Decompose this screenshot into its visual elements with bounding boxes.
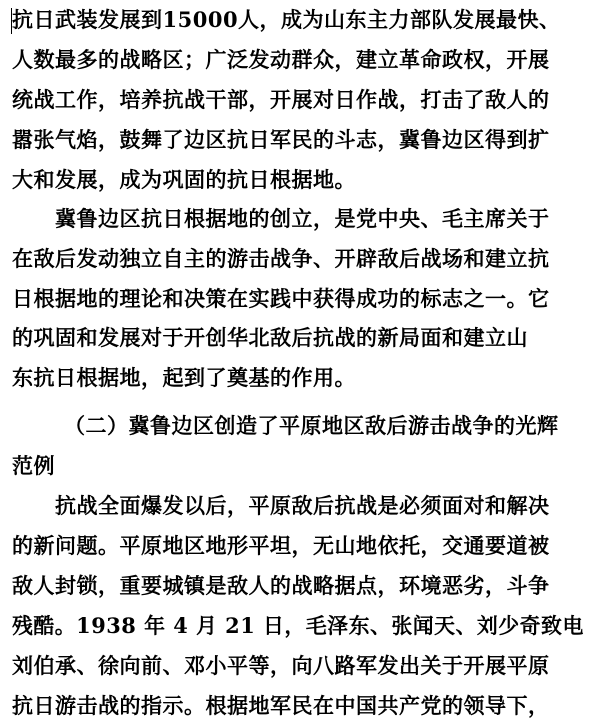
paragraph-3-line-3: 敌人封锁，重要城镇是敌人的战略据点，环境恶劣，斗争 [12, 573, 550, 598]
paragraph-3-line-1: 抗战全面爆发以后，平原敌后抗战是必须面对和解决 [55, 493, 550, 518]
paragraph-3-line-6: 抗日游击战的指示。根据地军民在中国共产党的领导下， [12, 693, 550, 718]
paragraph-1-line-5: 大和发展，成为巩固的抗日根据地。 [12, 167, 356, 192]
paragraph-1-line-1: 抗日武装发展到15000人，成为山东主力部队发展最快、 [12, 7, 561, 32]
paragraph-2-line-5: 东抗日根据地，起到了奠基的作用。 [12, 365, 356, 390]
paragraph-2-line-3: 日根据地的理论和决策在实践中获得成功的标志之一。它 [12, 286, 550, 311]
paragraph-3-line-4: 残酷。1938 年 4 月 21 日，毛泽东、张闻天、刘少奇致电 [12, 613, 584, 638]
paragraph-2-line-4: 的巩固和发展对于开创华北敌后抗战的新局面和建立山 [12, 325, 528, 350]
paragraph-3-line-2: 的新问题。平原地区地形平坦，无山地依托，交通要道被 [12, 533, 550, 558]
paragraph-3-line-5: 刘伯承、徐向前、邓小平等，向八路军发出关于开展平原 [12, 653, 550, 678]
section-heading: （二）冀鲁边区创造了平原地区敌后游击战争的光辉 [64, 413, 559, 438]
section-heading-continued: 范例 [12, 453, 55, 478]
paragraph-1-line-2: 人数最多的战略区；广泛发动群众，建立革命政权，开展 [12, 47, 550, 72]
paragraph-2-line-2: 在敌后发动独立自主的游击战争、开辟敌后战场和建立抗 [12, 246, 550, 271]
paragraph-1-line-4: 嚣张气焰，鼓舞了边区抗日军民的斗志，冀鲁边区得到扩 [12, 127, 550, 152]
paragraph-2-line-1: 冀鲁边区抗日根据地的创立，是党中央、毛主席关于 [55, 206, 550, 231]
paragraph-1-line-3: 统战工作，培养抗战干部，开展对日作战，打击了敌人的 [12, 87, 550, 112]
